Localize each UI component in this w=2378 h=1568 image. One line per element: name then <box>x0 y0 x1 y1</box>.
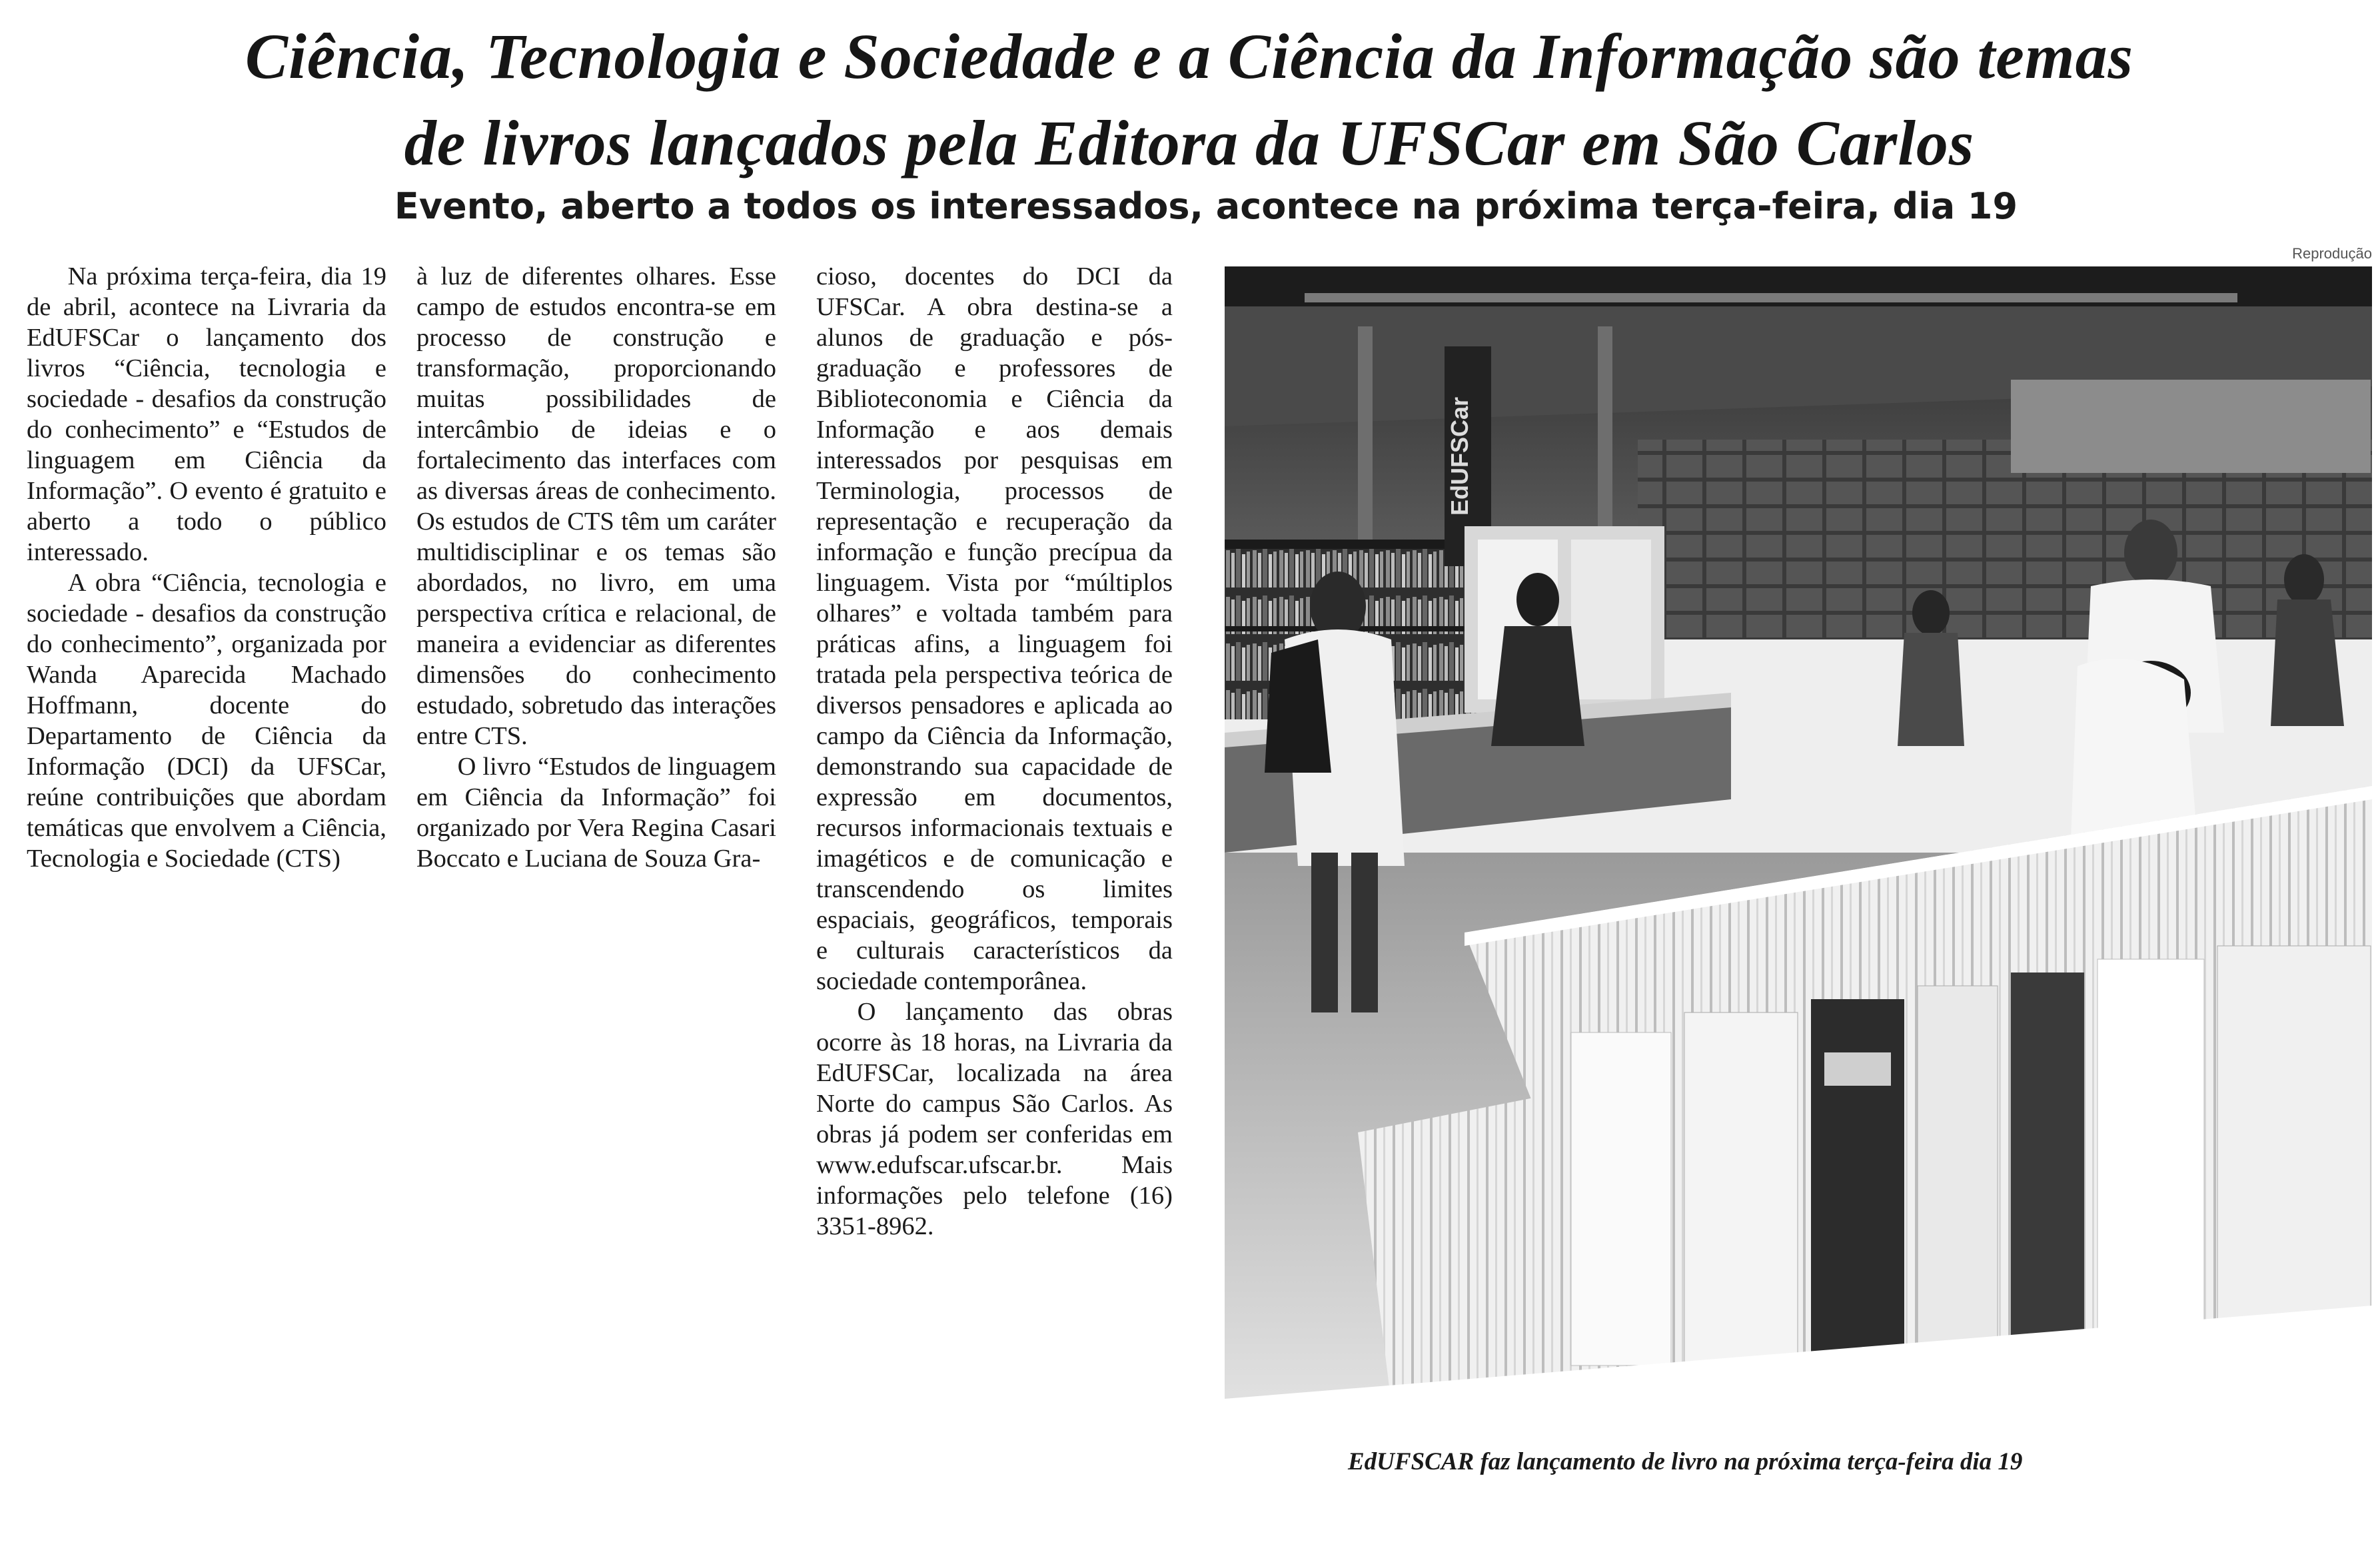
article-paragraph: A obra “Ciência, tecnologia e sociedade - desafios da construção do conhecimento”, organizada por Wanda Aparecida Machado Hoffmann, docente do Departamento de Ciência da Informação (DCI) da UFSCar, reúne contribuições que abordam temáticas que envolvem a Ciência, Tecnologia e Sociedade (CTS) <box>27 569 386 873</box>
article-paragraph: Na próxima terça-feira, dia 19 de abril, acontece na Livraria da EdUFSCar o lançamento dos livros “Ciência, tecnologia e sociedade - desafios da construção do conhecimento” e “Estudos de linguagem em Ciência da Informação”. O evento é gratuito e aberto a todo o público interessado. <box>27 262 386 566</box>
photo-caption: EdUFSCAR faz lançamento de livro na próxima terça-feira dia 19 <box>1225 1445 2372 1479</box>
article-paragraph: O lançamento das obras ocorre às 18 horas, na Livraria da EdUFSCar, localizada na área Norte do campus São Carlos. As obras já podem ser conferidas em www.edufscar.ufscar.br. Mais informações pelo telefone (16) 3351-8962. <box>816 998 1173 1240</box>
photo-credit: Reprodução <box>2292 245 2372 262</box>
article-paragraph: à luz de diferentes olhares. Esse campo de estudos encontra-se em processo de construção e transformação, proporcionando muitas possibilidades de intercâmbio de ideias e o fortalecimento das interfaces com as diversas áreas de conhecimento. Os estudos de CTS têm um caráter multidisciplinar e os temas são abordados, no livro, em uma perspectiva crítica e relacional, de maneira a evidenciar as diferentes dimensões do conhecimento estudado, sobretudo das interações entre CTS. <box>416 262 776 750</box>
headline-line-1: Ciência, Tecnologia e Sociedade e a Ciência da Informação são temas <box>245 21 2133 92</box>
subheadline: Evento, aberto a todos os interessados, acontece na próxima terça-feira, dia 19 <box>394 185 2018 227</box>
article-paragraph: O livro “Estudos de linguagem em Ciência da Informação” foi organizado por Vera Regina Casari Boccato e Luciana de Souza Gra- <box>416 753 776 873</box>
article-paragraph: cioso, docentes do DCI da UFSCar. A obra destina-se a alunos de graduação e pós-graduação e professores de Biblioteconomia e Ciência da Informação e aos demais interessados por pesquisas em Terminologia, processos de representação e recuperação da informação e função precípua da linguagem. Vista por “múltiplos olhares” e voltada também para práticas afins, a linguagem foi tratada pela perspectiva teórica de diversos pensadores e aplicada ao campo da Ciência da Informação, demonstrando sua capacidade de expressão em documentos, recursos informacionais textuais e imagéticos e de comunicação e transcendendo os limites espaciais, geográficos, temporais e culturais característicos da sociedade contemporânea. <box>816 262 1173 995</box>
bookstore-photo <box>1225 266 2372 1457</box>
article-column-1 <box>27 261 386 874</box>
article-column-2 <box>416 261 776 874</box>
banner-text: EdUFSCar <box>1446 396 1473 516</box>
headline-line-2: de livros lançados pela Editora da UFSCar em São Carlos <box>404 107 1975 179</box>
article-column-3 <box>816 261 1173 1242</box>
